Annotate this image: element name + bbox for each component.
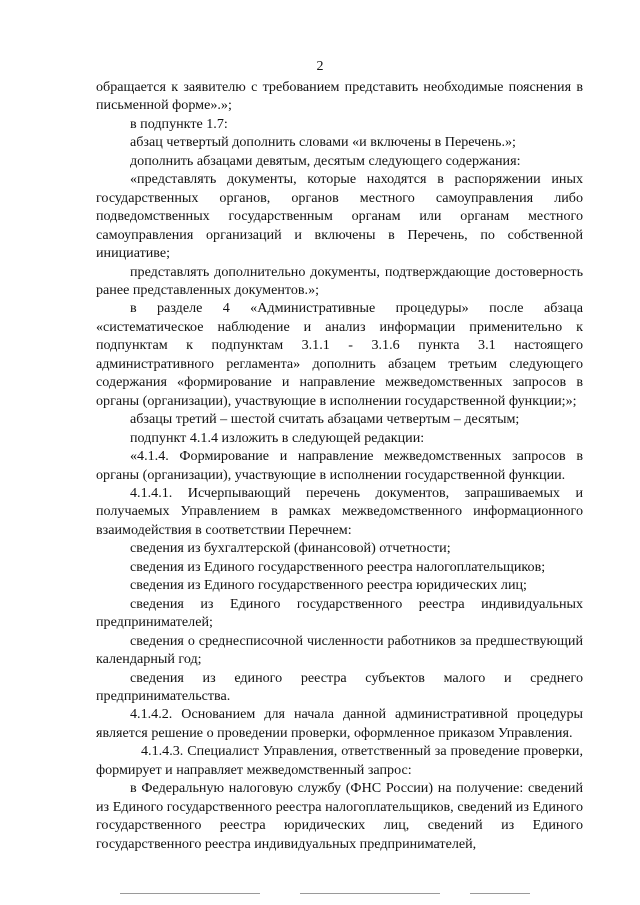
paragraph-18: 4.1.4.2. Основанием для начала данной административной процедуры является решение о проведении проверки, оформленное приказом Управления.	[96, 706, 583, 741]
paragraph-10: «4.1.4. Формирование и направление межведомственных запросов в органы (организации), участвующие в исполнении государственной функции.	[96, 448, 583, 483]
paragraph-14: сведения из Единого государственного реестра юридических лиц;	[130, 577, 527, 594]
paragraph-20: в Федеральную налоговую службу (ФНС России) на получение: сведений из Единого государственного реестра налогоплательщиков, сведений из Единого государственного реестра юридических лиц, сведений из Единого государственного реестра индивидуальных предпринимателей,	[96, 780, 583, 852]
document-body	[96, 78, 583, 853]
paragraph-6: представлять дополнительно документы, подтверждающие достоверность ранее представленных документов.»;	[96, 263, 583, 298]
paragraph-19: 4.1.4.3. Специалист Управления, ответственный за проведение проверки, формирует и направляет межведомственный запрос:	[96, 743, 583, 778]
paragraph-12: сведения из бухгалтерской (финансовой) отчетности;	[130, 540, 451, 557]
paragraph-1: обращается к заявителю с требованием представить необходимые пояснения в письменной форме».»;	[96, 79, 583, 114]
paragraph-15: сведения из Единого государственного реестра индивидуальных предпринимателей;	[96, 595, 583, 631]
paragraph-9: подпункт 4.1.4 изложить в следующей редакции:	[130, 429, 425, 446]
scan-artifact-line	[470, 893, 530, 894]
scan-artifact-line	[120, 893, 260, 894]
paragraph-3: абзац четвертый дополнить словами «и включены в Перечень.»;	[130, 134, 516, 151]
scan-artifact-line	[300, 893, 440, 894]
paragraph-7: в разделе 4 «Административные процедуры» после абзаца «систематическое наблюдение и анализ информации применительно к подпунктам к подпунктам 3.1.1 - 3.1.6 пункта 3.1 настоящего административного регламента» дополнить абзацем третьим следующего содержания «формирование и направление межведомственных запросов в органы (организации), участвующие в исполнении государственной функции;»;	[96, 300, 583, 409]
paragraph-11: 4.1.4.1. Исчерпывающий перечень документов, запрашиваемых и получаемых Управлением в рамках межведомственного информационного взаимодействия в соответствии Перечнем:	[96, 484, 583, 538]
page-number: 2	[316, 59, 324, 74]
paragraph-8: абзацы третий – шестой считать абзацами четвертым – десятым;	[130, 411, 520, 428]
paragraph-16: сведения о среднесписочной численности работников за предшествующий календарный год;	[96, 632, 583, 668]
paragraph-2: в подпункте 1.7:	[130, 115, 228, 132]
paragraph-5: «представлять документы, которые находятся в распоряжении иных государственных органов, органов местного самоуправления либо подведомственных государственным органам или органам местного самоуправления организаций и включены в Перечень, по собственной инициативе;	[96, 171, 583, 262]
paragraph-13: сведения из Единого государственного реестра налогоплательщиков;	[130, 558, 546, 575]
paragraph-17: сведения из единого реестра субъектов малого и среднего предпринимательства.	[96, 669, 583, 704]
paragraph-4: дополнить абзацами девятым, десятым следующего содержания:	[130, 152, 521, 169]
